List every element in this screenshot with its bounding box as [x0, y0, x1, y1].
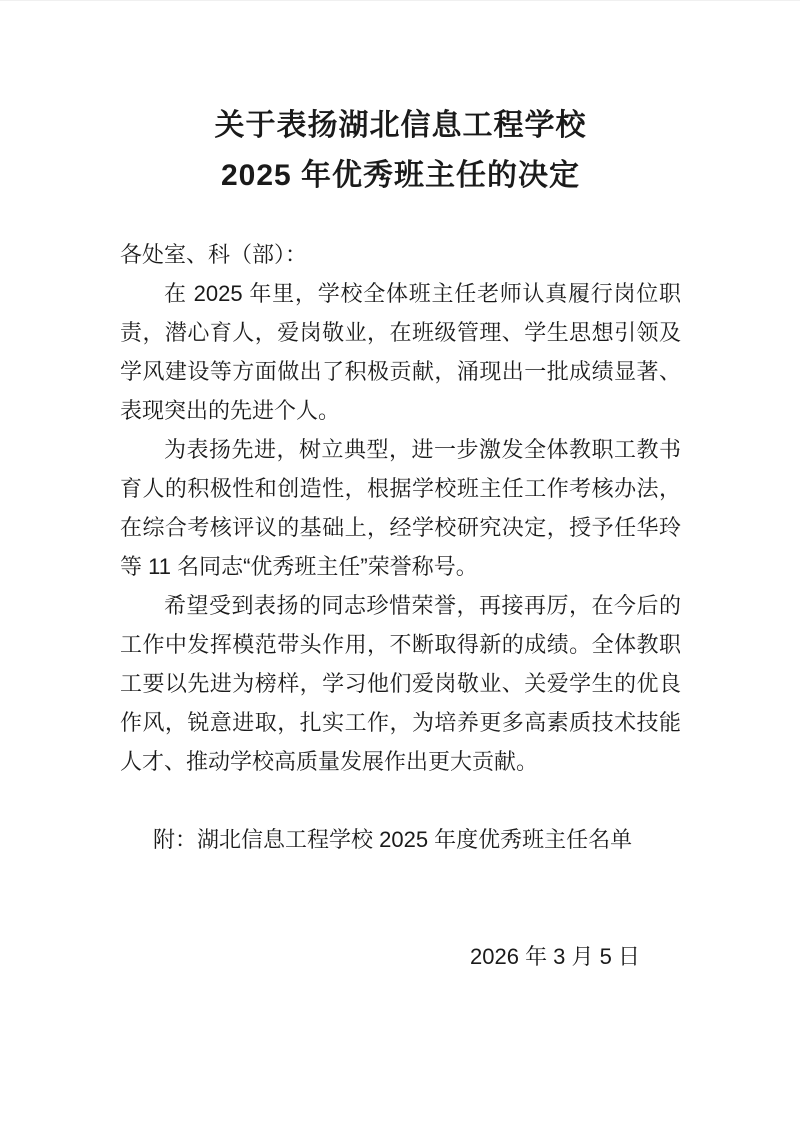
document-content — [0, 1, 800, 976]
paragraph-1: 在 2025 年里，学校全体班主任老师认真履行岗位职责，潜心育人，爱岗敬业，在班级管理、学生思想引领及学风建设等方面做出了积极贡献，涌现出一批成绩显著、表现突出的先进个人。 — [120, 281, 681, 423]
attachment-note: 附：湖北信息工程学校 2025 年度优秀班主任名单 — [153, 827, 633, 852]
document-title-line2: 2025 年优秀班主任的决定 — [220, 159, 581, 192]
paragraph-3: 希望受到表扬的同志珍惜荣誉，再接再厉，在今后的工作中发挥模范带头作用，不断取得新的成绩。全体教职工要以先进为榜样，学习他们爱岗敬业、关爱学生的优良作风，锐意进取，扎实工作，为培养更多高素质技术技能人才、推动学校高质量发展作出更大贡献。 — [120, 593, 681, 774]
document-title-line1: 关于表扬湖北信息工程学校 — [214, 109, 587, 142]
document-body — [120, 235, 681, 976]
salutation: 各处室、科（部）： — [120, 242, 308, 267]
paragraph-2: 为表扬先进，树立典型，进一步激发全体教职工教书育人的积极性和创造性，根据学校班主任工作考核办法，在综合考核评议的基础上，经学校研究决定，授予任华玲等 11 名同志“优秀班主任”荣誉称号。 — [120, 437, 681, 579]
document-title — [120, 101, 681, 201]
date-line: 2026 年 3 月 5 日 — [470, 944, 640, 969]
